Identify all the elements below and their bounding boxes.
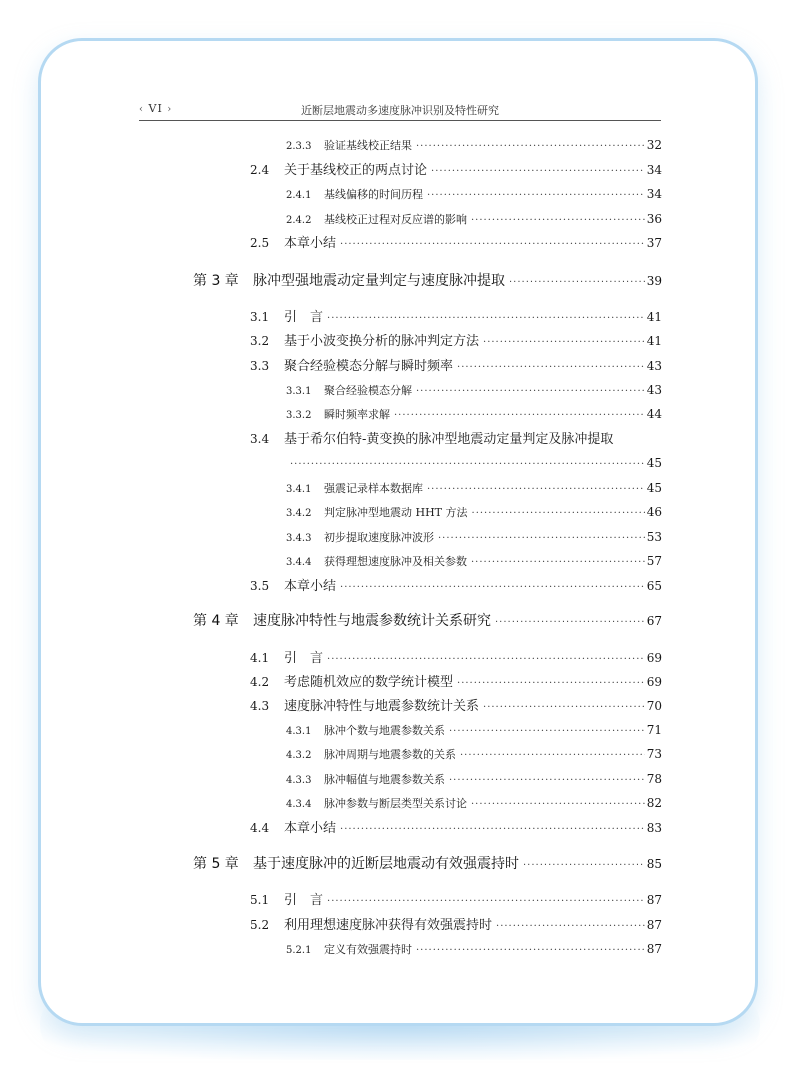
toc-entry-title: 获得理想速度脉冲及相关参数 bbox=[324, 555, 467, 568]
toc-entry-page: 65 bbox=[646, 579, 662, 593]
dot-leader bbox=[290, 454, 645, 476]
toc-entry-number: 3.3 bbox=[250, 359, 270, 373]
toc-entry-number: 3.3.1 bbox=[286, 386, 312, 397]
toc-entry-page: 69 bbox=[646, 675, 662, 689]
toc-entry-cont bbox=[286, 452, 662, 474]
toc-entry-number: 4.4 bbox=[250, 821, 270, 835]
dot-leader bbox=[327, 308, 645, 330]
dot-leader bbox=[509, 272, 645, 294]
toc-entry-title: 定义有效强震持时 bbox=[324, 943, 412, 956]
toc-entry-page: 46 bbox=[646, 505, 662, 519]
toc-entry-section bbox=[250, 428, 662, 450]
toc-entry-sub bbox=[286, 208, 662, 230]
toc-entry-section bbox=[250, 817, 662, 839]
toc-entry-page: 34 bbox=[646, 187, 662, 201]
toc-entry-sub bbox=[286, 477, 662, 499]
toc-entry-sub bbox=[286, 938, 662, 960]
dot-leader bbox=[394, 405, 645, 427]
toc-entry-sub bbox=[286, 768, 662, 790]
toc-entry-page: 87 bbox=[646, 893, 662, 907]
toc-entry-title: 引 言 bbox=[284, 310, 324, 325]
toc-entry-title: 脉冲参数与断层类型关系讨论 bbox=[324, 797, 467, 810]
dot-leader bbox=[449, 721, 645, 743]
dot-leader bbox=[472, 503, 645, 525]
toc-entry-number: 4.3.2 bbox=[286, 750, 312, 761]
dot-leader bbox=[438, 528, 645, 550]
toc-entry-page: 43 bbox=[646, 359, 662, 373]
toc-entry-number: 4.1 bbox=[250, 651, 270, 665]
toc-entry-title: 本章小结 bbox=[284, 821, 337, 836]
toc-entry-page: 87 bbox=[646, 918, 662, 932]
toc-entry-section bbox=[250, 671, 662, 693]
toc-entry-title: 基于小波变换分析的脉冲判定方法 bbox=[284, 334, 480, 349]
dot-leader bbox=[483, 332, 645, 354]
chevron-right-icon: › bbox=[167, 104, 173, 115]
toc-entry-number: 3.4.3 bbox=[286, 533, 312, 544]
toc-entry-page: 82 bbox=[646, 796, 662, 810]
toc-entry-title: 脉冲型强地震动定量判定与速度脉冲提取 bbox=[253, 273, 505, 289]
dot-leader bbox=[340, 577, 645, 599]
toc-entry-title: 本章小结 bbox=[284, 236, 337, 251]
toc-entry-page: 70 bbox=[646, 699, 662, 713]
toc-entry-page: 85 bbox=[646, 857, 662, 871]
toc-entry-sub bbox=[286, 183, 662, 205]
toc-entry-title: 脉冲幅值与地震参数关系 bbox=[324, 773, 445, 786]
toc-entry-page: 83 bbox=[646, 821, 662, 835]
toc-entry-page: 87 bbox=[646, 942, 662, 956]
toc-entry-number: 4.3.4 bbox=[286, 799, 312, 810]
toc-entry-title: 考虑随机效应的数学统计模型 bbox=[284, 675, 454, 690]
toc-entry-page: 34 bbox=[646, 163, 662, 177]
toc-entry-number: 3.4.2 bbox=[286, 508, 312, 519]
toc-entry-title: 基于希尔伯特-黄变换的脉冲型地震动定量判定及脉冲提取 bbox=[284, 432, 614, 447]
toc-entry-page: 32 bbox=[646, 138, 662, 152]
toc-entry-number: 第 5 章 bbox=[193, 856, 239, 872]
toc-entry-chapter bbox=[193, 270, 662, 292]
toc-entry-title: 基线校正过程对反应谱的影响 bbox=[324, 213, 467, 226]
dot-leader bbox=[496, 916, 645, 938]
toc-entry-section bbox=[250, 330, 662, 352]
toc-entry-page: 41 bbox=[646, 310, 662, 324]
book-title: 近断层地震动多速度脉冲识别及特性研究 bbox=[301, 104, 499, 117]
toc-entry-number: 3.4.1 bbox=[286, 484, 312, 495]
toc-entry-sub bbox=[286, 743, 662, 765]
toc-entry-title: 初步提取速度脉冲波形 bbox=[324, 531, 434, 544]
toc-entry-number: 3.3.2 bbox=[286, 410, 312, 421]
toc-entry-title: 基于速度脉冲的近断层地震动有效强震持时 bbox=[253, 856, 519, 872]
toc-entry-title: 本章小结 bbox=[284, 579, 337, 594]
dot-leader bbox=[416, 381, 645, 403]
toc-entry-section bbox=[250, 647, 662, 669]
toc-entry-number: 2.5 bbox=[250, 236, 270, 250]
toc-entry-number: 3.2 bbox=[250, 334, 270, 348]
dot-leader bbox=[457, 673, 645, 695]
toc-entry-number: 2.4 bbox=[250, 163, 270, 177]
dot-leader bbox=[327, 891, 645, 913]
toc-entry-page: 45 bbox=[646, 456, 662, 470]
toc-entry-section bbox=[250, 355, 662, 377]
toc-entry-number: 4.2 bbox=[250, 675, 270, 689]
toc-entry-page: 44 bbox=[646, 407, 662, 421]
toc-entry-page: 57 bbox=[646, 554, 662, 568]
dot-leader bbox=[483, 697, 645, 719]
dot-leader bbox=[471, 794, 645, 816]
toc-entry-number: 2.3.3 bbox=[286, 141, 312, 152]
dot-leader bbox=[340, 234, 645, 256]
dot-leader bbox=[457, 357, 645, 379]
toc-entry-page: 67 bbox=[646, 614, 662, 628]
toc-entry-number: 3.1 bbox=[250, 310, 270, 324]
dot-leader bbox=[471, 552, 645, 574]
toc-entry-number: 5.1 bbox=[250, 893, 270, 907]
dot-leader bbox=[340, 819, 645, 841]
dot-leader bbox=[471, 210, 645, 232]
dot-leader bbox=[416, 136, 645, 158]
toc-entry-page: 45 bbox=[646, 481, 662, 495]
dot-leader bbox=[427, 185, 645, 207]
toc-entry-title: 基线偏移的时间历程 bbox=[324, 188, 423, 201]
toc-entry-page: 41 bbox=[646, 334, 662, 348]
toc-entry-section bbox=[250, 914, 662, 936]
toc-entry-page: 78 bbox=[646, 772, 662, 786]
dot-leader bbox=[495, 612, 645, 634]
dot-leader bbox=[523, 855, 645, 877]
toc-entry-sub bbox=[286, 403, 662, 425]
toc-entry-number: 2.4.2 bbox=[286, 215, 312, 226]
toc-entry-number: 第 3 章 bbox=[193, 273, 239, 289]
chevron-left-icon: ‹ bbox=[139, 104, 144, 115]
dot-leader bbox=[427, 479, 645, 501]
toc-entry-page: 37 bbox=[646, 236, 662, 250]
toc-entry-number: 3.5 bbox=[250, 579, 270, 593]
toc-entry-number: 2.4.1 bbox=[286, 190, 312, 201]
dot-leader bbox=[449, 770, 645, 792]
toc-entry-sub bbox=[286, 550, 662, 572]
toc-entry-title: 关于基线校正的两点讨论 bbox=[284, 163, 428, 178]
toc-entry-number: 4.3 bbox=[250, 699, 270, 713]
toc-entry-page: 73 bbox=[646, 747, 662, 761]
toc-entry-title: 聚合经验模态分解 bbox=[324, 384, 412, 397]
toc-entry-title: 强震记录样本数据库 bbox=[324, 482, 423, 495]
toc-entry-section bbox=[250, 232, 662, 254]
toc-entry-title: 引 言 bbox=[284, 893, 324, 908]
page-roman-numeral: VI bbox=[148, 102, 163, 115]
toc-entry-number: 4.3.1 bbox=[286, 726, 312, 737]
running-head bbox=[139, 100, 661, 121]
toc-entry-number: 3.4 bbox=[250, 432, 270, 446]
toc-entry-chapter bbox=[193, 853, 662, 875]
toc-entry-title: 判定脉冲型地震动 HHT 方法 bbox=[324, 506, 468, 519]
dot-leader bbox=[327, 649, 645, 671]
toc-entry-title: 验证基线校正结果 bbox=[324, 139, 412, 152]
toc-entry-page: 69 bbox=[646, 651, 662, 665]
toc-entry-section bbox=[250, 575, 662, 597]
toc-entry-number: 3.4.4 bbox=[286, 557, 312, 568]
toc-entry-title: 引 言 bbox=[284, 651, 324, 666]
toc-entry-page: 53 bbox=[646, 530, 662, 544]
toc-entry-page: 36 bbox=[646, 212, 662, 226]
toc-entry-number: 5.2 bbox=[250, 918, 270, 932]
toc-entry-number: 第 4 章 bbox=[193, 613, 239, 629]
toc-entry-chapter bbox=[193, 610, 662, 632]
toc-entry-sub bbox=[286, 134, 662, 156]
toc-entry-title: 速度脉冲特性与地震参数统计关系 bbox=[284, 699, 480, 714]
toc-entry-title: 瞬时频率求解 bbox=[324, 408, 390, 421]
toc-entry-sub bbox=[286, 792, 662, 814]
toc-entry-title: 聚合经验模态分解与瞬时频率 bbox=[284, 359, 454, 374]
toc-entry-sub bbox=[286, 501, 662, 523]
toc-entry-section bbox=[250, 695, 662, 717]
dot-leader bbox=[431, 161, 645, 183]
toc-entry-title: 脉冲周期与地震参数的关系 bbox=[324, 748, 456, 761]
dot-leader bbox=[460, 745, 645, 767]
toc-entry-section bbox=[250, 159, 662, 181]
toc-entry-number: 5.2.1 bbox=[286, 945, 312, 956]
toc-entry-sub bbox=[286, 719, 662, 741]
toc-entry-title: 利用理想速度脉冲获得有效强震持时 bbox=[284, 918, 493, 933]
toc-entry-page: 39 bbox=[646, 274, 662, 288]
toc-entry-section bbox=[250, 306, 662, 328]
toc-entry-sub bbox=[286, 379, 662, 401]
toc-entry-title: 速度脉冲特性与地震参数统计关系研究 bbox=[253, 613, 491, 629]
dot-leader bbox=[416, 940, 645, 962]
toc-entry-page: 71 bbox=[646, 723, 662, 737]
toc-entry-number: 4.3.3 bbox=[286, 775, 312, 786]
toc-entry-sub bbox=[286, 526, 662, 548]
toc-entry-title: 脉冲个数与地震参数关系 bbox=[324, 724, 445, 737]
toc-entry-section bbox=[250, 889, 662, 911]
toc-entry-page: 43 bbox=[646, 383, 662, 397]
